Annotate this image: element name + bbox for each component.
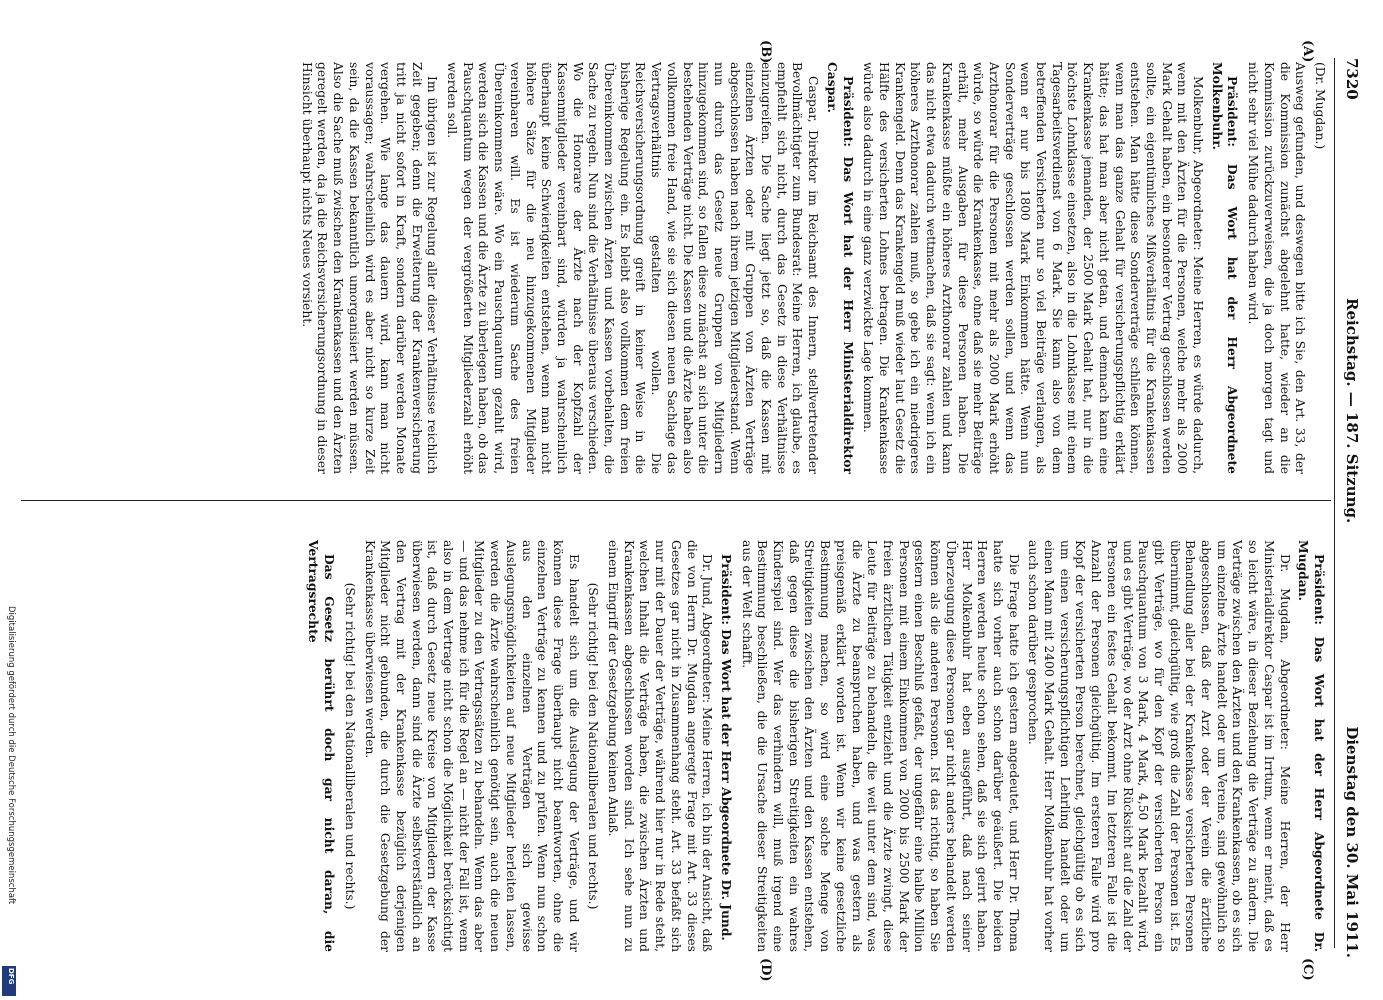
page-header	[1331, 58, 1371, 958]
interjection: (Sehr richtig! bei den Nationalliberalen und rechts.)	[342, 582, 357, 910]
page-number: 7320	[1343, 58, 1361, 100]
digitization-note-text: Digitalisierung gefördert durch die Deutsche Forschungsgemeinschaft	[6, 606, 16, 905]
right-column	[27, 540, 1327, 952]
margin-letter-c: (C)	[1300, 958, 1315, 981]
paragraph: Dr. Jund, Abgeordneter: Meine Herren, ich bin der Ansicht, daß die von Herrn Dr. Mugdan angeregte Frage mit Art. 33 dieses Gesetzes gar nicht in Zusammenhang steht. Art. 33 befaßt sich nur mit der Dauer der Verträge, während hier nur in Rede steht, welchen Inhalt die Verträge haben, die zwischen Ärzten und Krankenkassen abgeschlossen worden sind. Ich sehe nun zu einem Eingriff der Gesetzgebung keinen Anlaß.	[606, 540, 715, 952]
dfg-logo	[2, 966, 16, 996]
left-column	[27, 62, 1327, 474]
paragraph: Ausweg gefunden, und deswegen bitte ich Sie, den Art. 33, der die Kommission zunächst abgelehnt hatte, wieder an die Kommission zurückzuverweisen, die ja doch morgen tagt und nicht sehr viel Mühe dadurch haben wird.	[1246, 62, 1308, 474]
paragraph: Molkenbuhr, Abgeordneter: Meine Herren, es würde dadurch, wenn mit den Ärzten für die Personen, welche mehr als 2000 Mark Gehalt haben, ein besonderer Vertrag geschlossen werden sollte, ein eigentümliches Mißverhältnis für die Krankenkassen entstehen. Man hätte diese Sonderverträge schließen können, wenn man das ganze Gehalt für versicherungspflichtig erklärt hätte; das hat man aber nicht getan, und demnach kann eine Krankenkasse jemanden, der 2500 Mark Gehalt hat, nur in die höchste Lohnklasse einsetzen, also in die Lohnklasse mit einem Tagesarbeitsverdienst von 6 Mark. Sie kann also von dem betreffenden Versicherten nur so viel Beiträge verlangen, als wenn er nur bis 1800 Mark Einkommen hätte. Wenn nun Sonderverträge geschlossen werden sollen, und wenn das Arzthonorar für die Personen mit mehr als 2000 Mark erhöht würde, so würde die Krankenkasse, ohne daß sie mehr Beiträge erhält, mehr Ausgaben für diese Personen haben. Die Krankenkasse müßte ein höheres Arzthonorar zahlen und kann das nicht etwa dadurch wettmachen, daß sie sagt: wenn ich ein höheres Arzthonorar zahlen muß, so gebe ich ein niedrigeres Krankengeld. Denn das Krankengeld muß wieder laut Gesetz die Hälfte des versicherten Lohnes betragen. Die Krankenkasse würde also dadurch in eine ganz verzwickte Lage kommen.	[861, 62, 1206, 474]
president-remark: Präsident: Das Wort hat der Herr Abgeordnete Molkenbuhr.	[1209, 62, 1241, 474]
paragraph: Dr. Mugdan, Abgeordneter: Meine Herren, der Herr Ministerialdirektor Caspar ist im Irrtum, wenn er meint, daß es so leicht wäre, in dieser Beziehung die Verträge zu ändern. Die Verträge zwischen den Ärzten und den Krankenkassen, ob es sich um einzelne Ärzte handelt oder um Vereine, sind gewöhnlich so abgeschlossen, daß der Arzt oder der Verein die ärztliche Behandlung aller bei der Krankenkasse versicherten Personen übernimmt, gleichgültig, wie groß die Zahl der Personen ist. Es gibt Verträge, wo für den Kopf der versicherten Person ein Pauschquantum von 3 Mark, 4 Mark, 4,50 Mark bezahlt wird, und es gibt Verträge, wo der Arzt ohne Rücksicht auf die Zahl der Personen ein festes Gehalt bekommt. Im letzteren Falle ist die Anzahl der Personen gleichgültig. Im ersteren Falle wird pro Kopf der versicherten Person berechnet, gleichgültig ob es sich um einen versicherungspflichtigen Lehrling handelt oder um einen Mann mit 2400 Mark Gehalt. Herr Molkenbuhr hat vorher auch schon darüber gesprochen.	[1026, 540, 1292, 952]
margin-letter-b: (B)	[758, 40, 773, 64]
paragraph: Die Frage hatte ich gestern angedeutet, und Herr Dr. Thoma hatte sich vorher auch schon darüber geäußert. Die beiden Herren werden heute schon sehen, daß sie sich geirrt haben. Herr Molkenbuhr hat eben ausgeführt, daß nach seiner Überzeugung diese Personen gar nicht anders behandelt werden können als die anderen Personen. Ist das richtig, so haben Sie gestern einen Beschluß gefaßt, der ungefähr eine halbe Million Personen mit einem Einkommen von 2000 bis 2500 Mark der freien ärztlichen Tätigkeit entzieht und die Ärzte zwingt, diese Leute für Beiträge zu behandeln, die weit unter dem sind, was die Ärzte zu beanspruchen haben, und was gestern als preisgemäß erklärt worden ist. Wenn wir keine gesetzliche Bestimmung machen, so wird eine solche Menge von Streitigkeiten zwischen den Ärzten und den Kassen entstehen, daß gegen diese die bisherigen Streitigkeiten ein wahres Kinderspiel sind. Wer das verhindern will, muß irgend eine Bestimmung beschließen, die die Ursache dieser Streitigkeiten aus der Welt schafft.	[739, 540, 1021, 952]
president-remark: Präsident: Das Wort hat der Herr Abgeordnete Dr. Mugdan.	[1296, 540, 1327, 952]
president-remark: Präsident: Das Wort hat der Herr Abgeordnete Dr. Jund.	[718, 554, 734, 941]
paragraph: Es handelt sich um die Auslegung der Verträge, und wir können diese Frage überhaupt nicht beantworten, ohne die einzelnen Verträge zu kennen und zu prüfen. Wenn nun schon aus den einzelnen Verträgen sich gewisse Auslegungsmöglichkeiten auf neue Mitglieder herleiten lassen, werden die Ärzte wahrscheinlich genötigt sein, auch die neuen Mitglieder zu den Vertragssätzen zu behandeln. Wenn das aber — und das nehme ich für die Regel an — nicht der Fall ist, wenn also in dem Vertrage nicht schon die Möglichkeit berücksichtigt ist, daß durch Gesetz neue Kreise von Mitgliedern der Kasse überwiesen werden, dann sind die Ärzte selbstverständlich an den Vertrag mit der Krankenkasse bezüglich derjenigen Mitglieder nicht gebunden, die durch die Gesetzgebung der Krankenkasse überwiesen werden.	[362, 540, 581, 952]
margin-letter-d: (D)	[758, 958, 773, 982]
paragraph: Caspar, Direktor im Reichsamt des Innern, stellvertretender Bevollmächtigter zum Bundesrat: Meine Herren, ich glaube, es empfiehlt sich nicht, durch das Gesetz in diese Verhältnisse einzugreifen. Die Sache liegt jetzt so, daß die Kassen mit einzelnen Ärzten oder mit Gruppen von Ärzten Verträge abgeschlossen haben nach ihrem jetzigen Mitgliederstand. Wenn nun durch das Gesetz neue Gruppen von Mitgliedern hinzugekommen sind, so fallen diese zunächst an sich unter die bestehenden Verträge nicht. Die Kassen und die Ärzte haben also vollkommen freie Hand, wie sie sich diesen neuen Sachlage das Vertragsverhältnis gestalten wollen. Die Reichsversicherungsordnung greift in keiner Weise in die bisherige Regelung ein. Es bleibt also vollkommen dem freien Übereinkommen zwischen Ärzten und Kassen vorbehalten, die Sache zu regeln. Nun sind die Verhältnisse überaus verschieden. Wo die Honorare der Ärzte nach der Kopfzahl der Kassenmitglieder vereinbart sind, würden ja wahrscheinlich überhaupt keine Schwierigkeiten entstehen, wenn man nicht höhere Sätze für die neu hinzugekommenen Mitglieder vereinbaren will. Es ist wiederum Sache des freien Übereinkommens wäre. Wo ein Pauschquantum gezahlt wird, werden sich die Kassen und die Ärzte zu überlegen haben, ob das Pauschquantum wegen der vergrößerten Mitgliederzahl erhöht werden soll.	[445, 62, 821, 474]
session-title: Reichstag. — 187. Sitzung.	[1343, 298, 1361, 524]
digitization-note	[4, 606, 16, 996]
dfg-logo-text: DFG	[7, 968, 15, 985]
speaker-continuation: (Dr. Mugdan.)	[1313, 62, 1327, 150]
session-date: Dienstag den 30. Mai 1911.	[1343, 726, 1361, 958]
interjection: (Sehr richtig! bei den Nationalliberalen und rechts.)	[586, 582, 601, 910]
paragraph: Im übrigen ist zur Regelung aller dieser Verhältnisse reichlich Zeit gegeben; denn die Erweiterung der Krankenversicherung tritt ja nicht sofort in Kraft, sondern darüber werden Monate vergehen. Wie lange das dauern wird, kann man nicht voraussagen; wahrscheinlich wird es aber nicht so kurze Zeit sein, da die Kassen bekanntlich umorganisiert werden müssen. Also die Sache muß zwischen den Krankenkassen und den Ärzten geregelt werden, da ja die Reichsversicherungsordnung in dieser Hinsicht überhaupt nichts Neues vorsieht.	[299, 62, 440, 474]
margin-letter-a: (A)	[1300, 40, 1315, 63]
column-divider	[21, 500, 1331, 501]
president-remark: Präsident: Das Wort hat der Herr Ministerialdirektor Caspar.	[824, 62, 856, 474]
header-rule	[1334, 58, 1335, 948]
paragraph: Das Gesetz berührt doch gar nicht daran, die Vertragsrechte	[306, 540, 338, 952]
